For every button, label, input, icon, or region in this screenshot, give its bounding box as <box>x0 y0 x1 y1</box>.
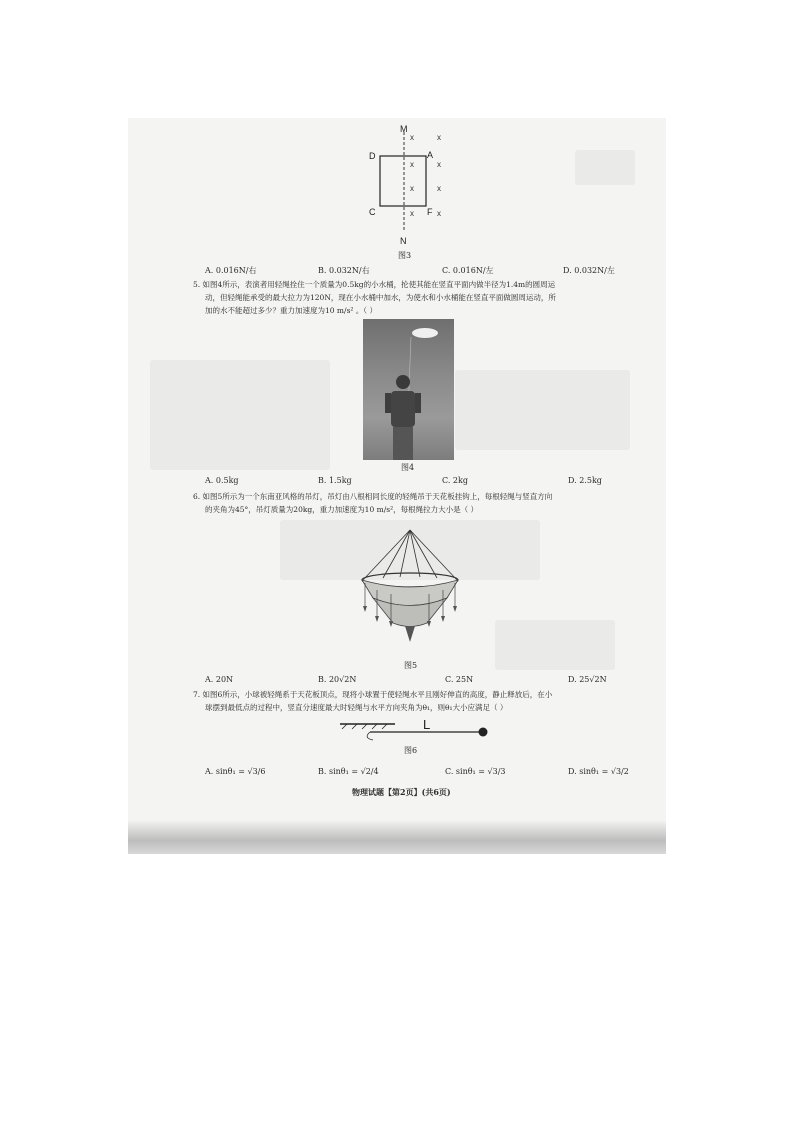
field-mark: x <box>410 133 414 142</box>
label-c: C <box>369 207 376 217</box>
field-mark: x <box>410 184 414 193</box>
figure-3-caption: 图3 <box>398 251 412 260</box>
q4-option-c: C. 0.016N/左 <box>442 266 494 275</box>
page-footer: 物理试题【第2页】(共6页) <box>352 787 451 797</box>
field-mark: x <box>437 184 441 193</box>
performer-head <box>396 375 410 389</box>
figure-6-pendulum <box>335 716 495 742</box>
figure-4-caption: 图4 <box>401 463 415 472</box>
performer-arm-left <box>385 393 391 413</box>
performer-arm-right <box>415 393 421 413</box>
coil-dacf <box>380 156 426 206</box>
label-l: L <box>423 717 431 732</box>
q5-text-line-2: 动，但轻绳能承受的最大拉力为120N，现在小水桶中加水，为使水和小水桶能在竖直平面做圆周运动，所 <box>205 293 556 302</box>
figure-6-caption: 图6 <box>404 746 418 755</box>
figure-3-diagram <box>360 120 460 255</box>
q6-option-c: C. 25N <box>445 675 474 684</box>
q6-option-b: B. 20√2N <box>318 675 357 684</box>
scan-smudge <box>575 150 635 185</box>
q6-option-d: D. 25√2N <box>568 675 607 684</box>
scan-smudge <box>495 620 615 670</box>
q4-option-d: D. 0.032N/左 <box>563 266 615 275</box>
q7-text-line-2: 球摆到最低点的过程中，竖直分速度最大时轻绳与水平方向夹角为θ₁，则θ₁大小应满足（ ） <box>205 703 508 712</box>
q4-option-a: A. 0.016N/右 <box>205 266 257 275</box>
performer-legs <box>393 427 413 460</box>
field-mark: x <box>437 133 441 142</box>
q5-text-line-1: 5. 如图4所示，表演者用轻绳拴住一个质量为0.5kg的小水桶，抡使其能在竖直平面内做半径为1.4m的圆周运 <box>193 280 556 289</box>
field-mark: x <box>410 209 414 218</box>
q7-option-a: A. sinθ₁ = √3/6 <box>205 767 266 776</box>
ball <box>479 728 488 737</box>
q5-text-line-3: 加的水不能超过多少？重力加速度为10 m/s² 。（ ） <box>205 306 377 315</box>
field-mark: x <box>437 160 441 169</box>
q5-option-d: D. 2.5kg <box>568 476 602 485</box>
q7-option-c: C. sinθ₁ = √3/3 <box>445 767 506 776</box>
performer-torso <box>391 391 415 427</box>
chandelier-finial <box>405 626 415 642</box>
q7-option-b: B. sinθ₁ = √2/4 <box>318 767 379 776</box>
label-n: N <box>400 236 407 246</box>
performer-illustration <box>363 319 454 460</box>
q7-option-d: D. sinθ₁ = √3/2 <box>568 767 629 776</box>
field-mark: x <box>410 160 414 169</box>
scan-bottom-edge <box>128 820 666 854</box>
label-d: D <box>369 151 376 161</box>
q7-text-line-1: 7. 如图6所示，小球被轻绳系于天花板顶点，现将小球置于使轻绳水平且刚好伸直的高度，静止释放后，在小 <box>193 690 553 699</box>
figure-4-photo <box>363 319 454 460</box>
q6-text-line-1: 6. 如图5所示为一个东南亚风格的吊灯，吊灯由八根相同长度的轻绳吊于天花板挂钩上，每根轻绳与竖直方向 <box>193 492 553 501</box>
spinning-bucket-blur <box>412 328 438 338</box>
q5-option-c: C. 2kg <box>442 476 468 485</box>
label-f: F <box>427 207 433 217</box>
scan-smudge <box>150 360 330 470</box>
q5-option-b: B. 1.5kg <box>318 476 352 485</box>
field-mark: x <box>437 209 441 218</box>
q6-option-a: A. 20N <box>205 675 234 684</box>
figure-5-caption: 图5 <box>404 661 418 670</box>
scan-smudge <box>455 370 630 450</box>
label-a: A <box>427 150 434 160</box>
label-m: M <box>400 124 408 134</box>
q5-option-a: A. 0.5kg <box>205 476 239 485</box>
figure-5-chandelier <box>355 528 465 660</box>
q6-text-line-2: 的夹角为45°，吊灯质量为20kg，重力加速度为10 m/s²，每根绳拉力大小是（ ） <box>205 505 478 514</box>
q4-option-b: B. 0.032N/右 <box>318 266 370 275</box>
